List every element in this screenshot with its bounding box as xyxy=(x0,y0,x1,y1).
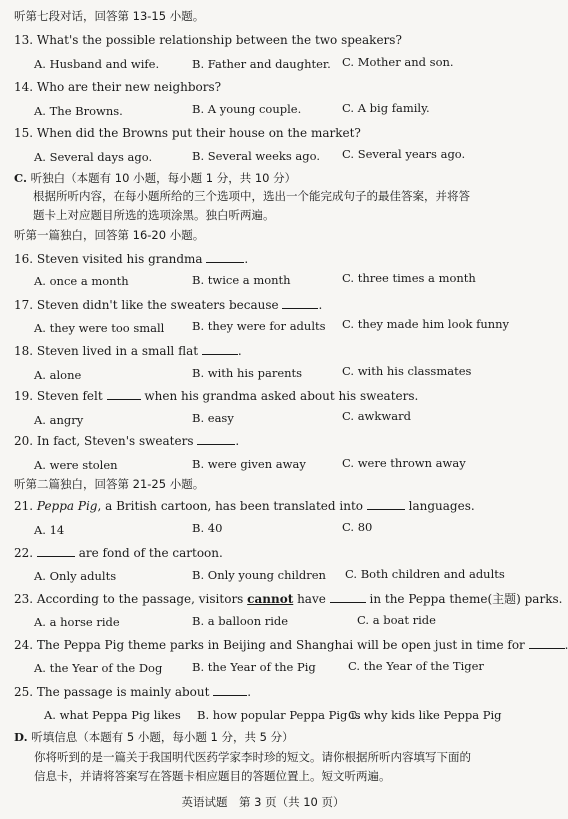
answer-blank xyxy=(107,389,141,400)
question-text: , a British cartoon, has been translated into xyxy=(97,499,363,513)
question-14 xyxy=(14,80,221,95)
answer-blank xyxy=(330,592,366,603)
option-13-a: A. Husband and wife. xyxy=(34,57,160,71)
question-number: 13. xyxy=(14,33,34,47)
question-text: Steven felt xyxy=(36,389,103,403)
question-text: When did the Browns put their house on the market? xyxy=(36,126,361,140)
question-17: 17. Steven didn't like the sweaters because . xyxy=(14,298,323,312)
option-22-c: C. Both children and adults xyxy=(345,567,505,581)
option-16-a: A. once a month xyxy=(34,274,129,288)
option-17-b: B. they were for adults xyxy=(192,319,326,333)
question-number: 16. xyxy=(14,252,34,266)
question-text: The passage is mainly about xyxy=(36,685,210,699)
section-c-letter: C. xyxy=(14,171,27,185)
option-13-b: B. Father and daughter. xyxy=(192,57,331,71)
option-15-c: C. Several years ago. xyxy=(342,147,466,161)
monologue-2-intro: 听第二篇独白，回答第 21-25 小题。 xyxy=(14,477,205,491)
option-14-c: C. A big family. xyxy=(342,101,430,115)
question-text: Steven visited his grandma xyxy=(36,252,203,266)
answer-blank xyxy=(529,638,565,649)
question-16: 16. Steven visited his grandma . xyxy=(14,252,249,266)
answer-blank xyxy=(206,252,244,263)
option-15-a: A. Several days ago. xyxy=(34,150,153,164)
option-18-c: C. with his classmates xyxy=(342,364,472,378)
option-25-c: C. why kids like Peppa Pig xyxy=(348,708,502,722)
question-24 xyxy=(14,638,568,653)
question-text: What's the possible relationship between the two speakers? xyxy=(36,33,402,47)
section-c-title: 听独白（本题有 10 小题，每小题 1 分，共 10 分） xyxy=(30,171,297,185)
option-17-a: A. they were too small xyxy=(34,321,165,335)
option-15-b: B. Several weeks ago. xyxy=(192,149,321,163)
question-number: 25. xyxy=(14,685,34,699)
question-18: 18. Steven lived in a small flat . xyxy=(14,344,242,358)
answer-blank xyxy=(367,499,405,510)
question-text: The Peppa Pig theme parks in Beijing and Shanghai will be open just in time for xyxy=(36,638,525,652)
answer-blank xyxy=(282,298,318,309)
answer-blank xyxy=(37,546,75,557)
question-21: 21. Peppa Pig, a British cartoon, has been translated into languages. xyxy=(14,499,475,513)
answer-blank xyxy=(197,434,235,445)
question-13 xyxy=(14,33,402,48)
section-intro: 听第七段对话，回答第 13-15 小题。 xyxy=(14,9,205,23)
question-15 xyxy=(14,126,361,141)
option-16-c: C. three times a month xyxy=(342,271,476,285)
question-number: 17. xyxy=(14,298,34,312)
option-18-b: B. with his parents xyxy=(192,366,303,380)
option-22-a: A. Only adults xyxy=(34,569,117,583)
option-25-a: A. what Peppa Pig likes xyxy=(44,708,181,722)
question-text: Steven didn't like the sweaters because xyxy=(36,298,279,312)
question-text: Steven lived in a small flat xyxy=(36,344,199,358)
question-23: 23. According to the passage, visitors cannot have in the Peppa theme(主题) parks. xyxy=(14,592,563,606)
question-number: 14. xyxy=(14,80,34,94)
question-20: 20. In fact, Steven's sweaters . xyxy=(14,434,240,448)
section-c-instructions-2: 题卡上对应题目所选的选项涂黑。独白听两遍。 xyxy=(33,208,275,222)
option-25-b: B. how popular Peppa Pig is xyxy=(197,708,361,722)
section-d-letter: D. xyxy=(14,730,28,744)
option-22-b: B. Only young children xyxy=(192,568,326,582)
question-text: According to the passage, visitors xyxy=(36,592,244,606)
monologue-1-intro: 听第一篇独白，回答第 16-20 小题。 xyxy=(14,228,205,242)
section-d-instructions-2: 信息卡，并请将答案写在答题卡相应题目的答题位置上。短文听两遍。 xyxy=(34,769,391,783)
option-16-b: B. twice a month xyxy=(192,273,291,287)
option-20-b: B. were given away xyxy=(192,457,306,471)
option-19-c: C. awkward xyxy=(342,409,411,423)
answer-blank xyxy=(202,344,238,355)
question-number: 22. xyxy=(14,546,34,560)
question-number: 24. xyxy=(14,638,34,652)
page-footer: 英语试题 第 3 页（共 10 页） xyxy=(181,795,345,809)
option-14-b: B. A young couple. xyxy=(192,102,302,116)
section-d-title: 听填信息（本题有 5 小题，每小题 1 分，共 5 分） xyxy=(31,730,294,744)
question-text: are fond of the cartoon. xyxy=(78,546,223,560)
section-c-header xyxy=(14,171,296,186)
option-13-c: C. Mother and son. xyxy=(342,55,454,69)
option-24-a: A. the Year of the Dog xyxy=(34,661,163,675)
option-20-c: C. were thrown away xyxy=(342,456,466,470)
option-24-b: B. the Year of the Pig xyxy=(192,660,316,674)
option-23-b: B. a balloon ride xyxy=(192,614,289,628)
option-17-c: C. they made him look funny xyxy=(342,317,510,331)
question-number: 20. xyxy=(14,434,34,448)
option-21-c: C. 80 xyxy=(342,520,373,534)
section-d-header xyxy=(14,730,294,745)
option-23-c: C. a boat ride xyxy=(357,613,436,627)
question-22 xyxy=(14,546,223,561)
cartoon-title: Peppa Pig xyxy=(36,499,98,513)
emphasis-word: cannot xyxy=(247,592,294,606)
option-23-a: A. a horse ride xyxy=(34,615,120,629)
question-number: 23. xyxy=(14,592,34,606)
question-25: 25. The passage is mainly about . xyxy=(14,685,252,699)
section-d-instructions-1: 你将听到的是一篇关于我国明代医药学家李时珍的短文。请你根据所听内容填写下面的 xyxy=(34,750,471,764)
option-18-a: A. alone xyxy=(34,368,82,382)
answer-blank xyxy=(213,685,247,696)
option-21-b: B. 40 xyxy=(192,521,223,535)
option-19-a: A. angry xyxy=(34,413,84,427)
option-24-c: C. the Year of the Tiger xyxy=(348,659,484,673)
question-text: Who are their new neighbors? xyxy=(36,80,222,94)
question-number: 15. xyxy=(14,126,34,140)
section-c-instructions-1: 根据所听内容，在每小题所给的三个选项中，选出一个能完成句子的最佳答案，并将答 xyxy=(33,189,470,203)
question-text: In fact, Steven's sweaters xyxy=(36,434,194,448)
option-14-a: A. The Browns. xyxy=(34,104,123,118)
question-number: 21. xyxy=(14,499,34,513)
question-19: 19. Steven felt when his grandma asked about his sweaters. xyxy=(14,389,419,403)
option-20-a: A. were stolen xyxy=(34,458,118,472)
question-number: 19. xyxy=(14,389,34,403)
question-number: 18. xyxy=(14,344,34,358)
option-21-a: A. 14 xyxy=(34,523,65,537)
option-19-b: B. easy xyxy=(192,411,234,425)
